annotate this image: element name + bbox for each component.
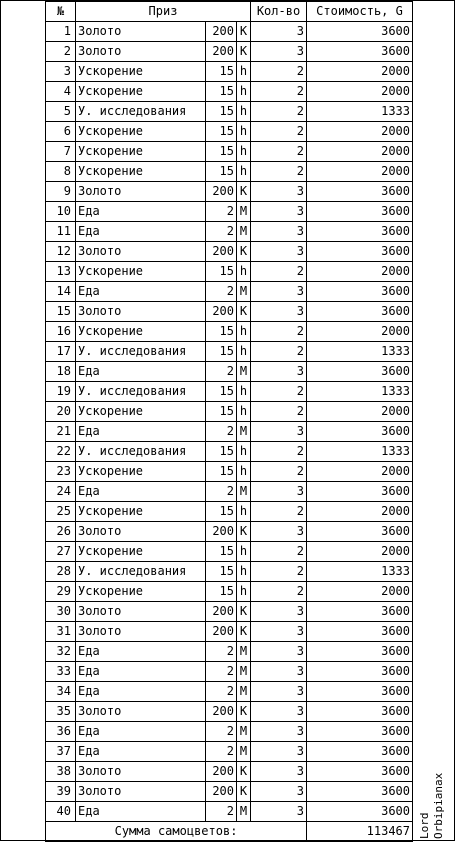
row-number: 33 <box>46 662 76 682</box>
prize-unit: K <box>237 602 251 622</box>
prize-quantity: 2 <box>251 162 307 182</box>
table-row <box>46 322 413 342</box>
prize-name: Золото <box>76 702 206 722</box>
prize-amount: 15 <box>206 342 237 362</box>
row-number: 18 <box>46 362 76 382</box>
row-number: 16 <box>46 322 76 342</box>
header-qty: Кол-во <box>251 2 307 22</box>
table-row <box>46 382 413 402</box>
prize-quantity: 2 <box>251 262 307 282</box>
prize-cost: 3600 <box>307 222 413 242</box>
prize-amount: 2 <box>206 722 237 742</box>
prize-name: Ускорение <box>76 542 206 562</box>
prize-unit: M <box>237 222 251 242</box>
table-row <box>46 122 413 142</box>
row-number: 5 <box>46 102 76 122</box>
prize-cost: 2000 <box>307 582 413 602</box>
prize-amount: 200 <box>206 302 237 322</box>
prize-unit: h <box>237 62 251 82</box>
prize-unit: h <box>237 262 251 282</box>
prize-cost: 2000 <box>307 162 413 182</box>
prize-cost: 3600 <box>307 482 413 502</box>
prize-cost: 3600 <box>307 202 413 222</box>
prize-amount: 15 <box>206 502 237 522</box>
table-row <box>46 742 413 762</box>
prize-amount: 2 <box>206 202 237 222</box>
row-number: 11 <box>46 222 76 242</box>
prize-name: Еда <box>76 482 206 502</box>
prize-unit: K <box>237 782 251 802</box>
prize-unit: M <box>237 422 251 442</box>
prize-quantity: 3 <box>251 722 307 742</box>
table-row <box>46 762 413 782</box>
prize-amount: 15 <box>206 102 237 122</box>
prize-cost: 3600 <box>307 682 413 702</box>
table-row <box>46 142 413 162</box>
table-row <box>46 562 413 582</box>
prize-name: Золото <box>76 762 206 782</box>
prize-quantity: 3 <box>251 782 307 802</box>
prize-amount: 15 <box>206 62 237 82</box>
prize-cost: 2000 <box>307 322 413 342</box>
prize-cost: 3600 <box>307 602 413 622</box>
prize-quantity: 3 <box>251 482 307 502</box>
prize-name: Ускорение <box>76 142 206 162</box>
table-row <box>46 362 413 382</box>
row-number: 39 <box>46 782 76 802</box>
table-row <box>46 182 413 202</box>
prize-unit: M <box>237 482 251 502</box>
prize-quantity: 2 <box>251 122 307 142</box>
table-row <box>46 222 413 242</box>
prize-amount: 15 <box>206 562 237 582</box>
prize-amount: 2 <box>206 362 237 382</box>
prize-quantity: 3 <box>251 362 307 382</box>
prize-name: Еда <box>76 742 206 762</box>
row-number: 29 <box>46 582 76 602</box>
prize-amount: 15 <box>206 322 237 342</box>
prize-unit: M <box>237 722 251 742</box>
prize-cost: 1333 <box>307 382 413 402</box>
prize-cost: 3600 <box>307 302 413 322</box>
prize-amount: 2 <box>206 802 237 822</box>
prize-cost: 3600 <box>307 782 413 802</box>
prize-unit: h <box>237 142 251 162</box>
prize-amount: 2 <box>206 642 237 662</box>
table-row <box>46 722 413 742</box>
prize-name: Еда <box>76 362 206 382</box>
prize-unit: h <box>237 162 251 182</box>
row-number: 6 <box>46 122 76 142</box>
prize-unit: M <box>237 742 251 762</box>
prize-quantity: 3 <box>251 602 307 622</box>
prize-quantity: 2 <box>251 322 307 342</box>
prize-name: Золото <box>76 302 206 322</box>
row-number: 21 <box>46 422 76 442</box>
prize-cost: 3600 <box>307 702 413 722</box>
prize-quantity: 3 <box>251 202 307 222</box>
prize-name: Ускорение <box>76 462 206 482</box>
prize-unit: M <box>237 282 251 302</box>
prize-unit: h <box>237 562 251 582</box>
prize-cost: 3600 <box>307 282 413 302</box>
prize-unit: K <box>237 702 251 722</box>
table-row <box>46 242 413 262</box>
prize-unit: K <box>237 42 251 62</box>
table-row <box>46 782 413 802</box>
prize-cost: 1333 <box>307 342 413 362</box>
prize-cost: 3600 <box>307 522 413 542</box>
prize-amount: 200 <box>206 522 237 542</box>
row-number: 25 <box>46 502 76 522</box>
prize-cost: 2000 <box>307 62 413 82</box>
prize-amount: 200 <box>206 42 237 62</box>
row-number: 9 <box>46 182 76 202</box>
prize-unit: h <box>237 82 251 102</box>
table-row <box>46 642 413 662</box>
prize-name: Еда <box>76 422 206 442</box>
prize-name: Золото <box>76 42 206 62</box>
row-number: 4 <box>46 82 76 102</box>
table-header-row <box>46 2 413 22</box>
prize-name: У. исследования <box>76 342 206 362</box>
prize-quantity: 3 <box>251 522 307 542</box>
prize-quantity: 3 <box>251 242 307 262</box>
prize-name: Еда <box>76 802 206 822</box>
table-row <box>46 342 413 362</box>
table-row <box>46 62 413 82</box>
prize-amount: 15 <box>206 262 237 282</box>
table-row <box>46 702 413 722</box>
prize-cost: 2000 <box>307 122 413 142</box>
prize-name: Золото <box>76 602 206 622</box>
prize-amount: 200 <box>206 702 237 722</box>
prize-quantity: 2 <box>251 62 307 82</box>
row-number: 35 <box>46 702 76 722</box>
row-number: 23 <box>46 462 76 482</box>
prize-unit: h <box>237 342 251 362</box>
prize-amount: 2 <box>206 222 237 242</box>
prize-name: Еда <box>76 202 206 222</box>
table-row <box>46 442 413 462</box>
prize-name: Еда <box>76 682 206 702</box>
prize-unit: h <box>237 442 251 462</box>
prize-amount: 15 <box>206 442 237 462</box>
prize-name: Еда <box>76 222 206 242</box>
row-number: 19 <box>46 382 76 402</box>
prize-amount: 2 <box>206 482 237 502</box>
prize-amount: 15 <box>206 402 237 422</box>
prize-cost: 3600 <box>307 662 413 682</box>
row-number: 12 <box>46 242 76 262</box>
prize-quantity: 3 <box>251 222 307 242</box>
prize-name: Золото <box>76 22 206 42</box>
prize-amount: 200 <box>206 622 237 642</box>
prize-amount: 200 <box>206 22 237 42</box>
prize-quantity: 3 <box>251 282 307 302</box>
prize-quantity: 3 <box>251 762 307 782</box>
table-row <box>46 522 413 542</box>
table-row <box>46 502 413 522</box>
row-number: 31 <box>46 622 76 642</box>
prize-unit: K <box>237 182 251 202</box>
table-row <box>46 262 413 282</box>
prize-unit: h <box>237 542 251 562</box>
author-line-1: Lord <box>418 812 431 839</box>
prize-cost: 2000 <box>307 462 413 482</box>
prize-quantity: 2 <box>251 102 307 122</box>
row-number: 2 <box>46 42 76 62</box>
prize-amount: 2 <box>206 682 237 702</box>
prize-amount: 200 <box>206 602 237 622</box>
prize-quantity: 2 <box>251 542 307 562</box>
row-number: 20 <box>46 402 76 422</box>
prize-quantity: 3 <box>251 742 307 762</box>
prize-amount: 15 <box>206 382 237 402</box>
table-row <box>46 42 413 62</box>
prize-cost: 3600 <box>307 742 413 762</box>
prize-cost: 3600 <box>307 762 413 782</box>
side-column <box>412 1 455 840</box>
table-row <box>46 582 413 602</box>
prize-quantity: 3 <box>251 302 307 322</box>
row-number: 26 <box>46 522 76 542</box>
prize-unit: h <box>237 122 251 142</box>
prize-cost: 3600 <box>307 722 413 742</box>
author-signature <box>412 732 454 840</box>
row-number: 32 <box>46 642 76 662</box>
prize-table <box>45 1 413 842</box>
prize-name: Ускорение <box>76 82 206 102</box>
prize-amount: 15 <box>206 162 237 182</box>
total-value: 113467 <box>307 822 413 842</box>
row-number: 38 <box>46 762 76 782</box>
prize-cost: 2000 <box>307 402 413 422</box>
prize-unit: h <box>237 462 251 482</box>
prize-name: Золото <box>76 622 206 642</box>
total-row <box>46 822 413 842</box>
total-label: Сумма самоцветов: <box>46 822 307 842</box>
row-number: 7 <box>46 142 76 162</box>
prize-amount: 15 <box>206 462 237 482</box>
prize-amount: 15 <box>206 542 237 562</box>
prize-unit: h <box>237 322 251 342</box>
table-row <box>46 162 413 182</box>
prize-name: Ускорение <box>76 502 206 522</box>
prize-cost: 3600 <box>307 422 413 442</box>
header-num: № <box>46 2 76 22</box>
prize-amount: 15 <box>206 582 237 602</box>
prize-quantity: 2 <box>251 462 307 482</box>
table-row <box>46 622 413 642</box>
prize-cost: 1333 <box>307 102 413 122</box>
row-number: 34 <box>46 682 76 702</box>
prize-quantity: 2 <box>251 342 307 362</box>
table-row <box>46 662 413 682</box>
prize-cost: 2000 <box>307 502 413 522</box>
prize-quantity: 3 <box>251 642 307 662</box>
prize-unit: h <box>237 582 251 602</box>
header-cost: Стоимость, G <box>307 2 413 22</box>
prize-amount: 200 <box>206 182 237 202</box>
prize-cost: 3600 <box>307 622 413 642</box>
prize-unit: M <box>237 682 251 702</box>
table-row <box>46 82 413 102</box>
prize-cost: 3600 <box>307 802 413 822</box>
prize-name: Ускорение <box>76 162 206 182</box>
row-number: 36 <box>46 722 76 742</box>
table-row <box>46 422 413 442</box>
row-number: 17 <box>46 342 76 362</box>
prize-quantity: 2 <box>251 382 307 402</box>
prize-unit: M <box>237 362 251 382</box>
prize-cost: 2000 <box>307 542 413 562</box>
prize-unit: K <box>237 22 251 42</box>
prize-cost: 3600 <box>307 362 413 382</box>
prize-quantity: 2 <box>251 82 307 102</box>
prize-name: Ускорение <box>76 262 206 282</box>
prize-unit: K <box>237 302 251 322</box>
prize-unit: K <box>237 522 251 542</box>
prize-name: Золото <box>76 782 206 802</box>
prize-amount: 2 <box>206 422 237 442</box>
prize-quantity: 3 <box>251 702 307 722</box>
row-number: 3 <box>46 62 76 82</box>
prize-quantity: 2 <box>251 442 307 462</box>
table-row <box>46 402 413 422</box>
prize-quantity: 2 <box>251 142 307 162</box>
prize-quantity: 2 <box>251 562 307 582</box>
prize-quantity: 3 <box>251 422 307 442</box>
prize-amount: 2 <box>206 282 237 302</box>
prize-cost: 1333 <box>307 562 413 582</box>
prize-cost: 3600 <box>307 642 413 662</box>
prize-quantity: 2 <box>251 582 307 602</box>
prize-amount: 15 <box>206 142 237 162</box>
header-prize: Приз <box>76 2 251 22</box>
row-number: 1 <box>46 22 76 42</box>
row-number: 40 <box>46 802 76 822</box>
prize-quantity: 3 <box>251 22 307 42</box>
prize-amount: 2 <box>206 662 237 682</box>
prize-cost: 2000 <box>307 262 413 282</box>
prize-quantity: 3 <box>251 42 307 62</box>
author-line-2: Orbipianax <box>432 772 445 839</box>
prize-name: Ускорение <box>76 62 206 82</box>
table-row <box>46 282 413 302</box>
prize-amount: 200 <box>206 762 237 782</box>
row-number: 30 <box>46 602 76 622</box>
prize-cost: 3600 <box>307 182 413 202</box>
prize-cost: 3600 <box>307 22 413 42</box>
prize-name: У. исследования <box>76 562 206 582</box>
prize-quantity: 3 <box>251 662 307 682</box>
prize-amount: 200 <box>206 782 237 802</box>
prize-amount: 2 <box>206 742 237 762</box>
prize-cost: 3600 <box>307 242 413 262</box>
prize-name: Ускорение <box>76 402 206 422</box>
table-row <box>46 22 413 42</box>
prize-unit: M <box>237 802 251 822</box>
prize-unit: K <box>237 622 251 642</box>
table-row <box>46 302 413 322</box>
row-number: 15 <box>46 302 76 322</box>
row-number: 28 <box>46 562 76 582</box>
prize-quantity: 3 <box>251 682 307 702</box>
prize-unit: h <box>237 382 251 402</box>
prize-unit: h <box>237 402 251 422</box>
table-row <box>46 202 413 222</box>
table-row <box>46 602 413 622</box>
prize-name: Золото <box>76 242 206 262</box>
table-row <box>46 482 413 502</box>
prize-cost: 3600 <box>307 42 413 62</box>
prize-unit: h <box>237 102 251 122</box>
prize-amount: 200 <box>206 242 237 262</box>
row-number: 37 <box>46 742 76 762</box>
row-number: 8 <box>46 162 76 182</box>
table-row <box>46 682 413 702</box>
table-row <box>46 802 413 822</box>
table-row <box>46 102 413 122</box>
prize-name: Золото <box>76 182 206 202</box>
prize-quantity: 3 <box>251 802 307 822</box>
prize-amount: 15 <box>206 122 237 142</box>
prize-quantity: 2 <box>251 502 307 522</box>
prize-unit: K <box>237 242 251 262</box>
row-number: 24 <box>46 482 76 502</box>
prize-amount: 15 <box>206 82 237 102</box>
row-number: 13 <box>46 262 76 282</box>
prize-quantity: 2 <box>251 402 307 422</box>
row-number: 22 <box>46 442 76 462</box>
prize-quantity: 3 <box>251 182 307 202</box>
row-number: 27 <box>46 542 76 562</box>
prize-name: Ускорение <box>76 322 206 342</box>
prize-cost: 2000 <box>307 142 413 162</box>
prize-name: Ускорение <box>76 122 206 142</box>
prize-unit: M <box>237 202 251 222</box>
prize-name: Еда <box>76 662 206 682</box>
prize-name: У. исследования <box>76 382 206 402</box>
table-row <box>46 462 413 482</box>
prize-name: У. исследования <box>76 442 206 462</box>
prize-unit: K <box>237 762 251 782</box>
prize-name: У. исследования <box>76 102 206 122</box>
prize-name: Ускорение <box>76 582 206 602</box>
prize-quantity: 3 <box>251 622 307 642</box>
row-number: 10 <box>46 202 76 222</box>
prize-name: Еда <box>76 642 206 662</box>
prize-name: Еда <box>76 282 206 302</box>
prize-name: Еда <box>76 722 206 742</box>
prize-name: Золото <box>76 522 206 542</box>
prize-unit: M <box>237 662 251 682</box>
prize-unit: h <box>237 502 251 522</box>
prize-cost: 2000 <box>307 82 413 102</box>
row-number: 14 <box>46 282 76 302</box>
table-row <box>46 542 413 562</box>
prize-cost: 1333 <box>307 442 413 462</box>
prize-unit: M <box>237 642 251 662</box>
